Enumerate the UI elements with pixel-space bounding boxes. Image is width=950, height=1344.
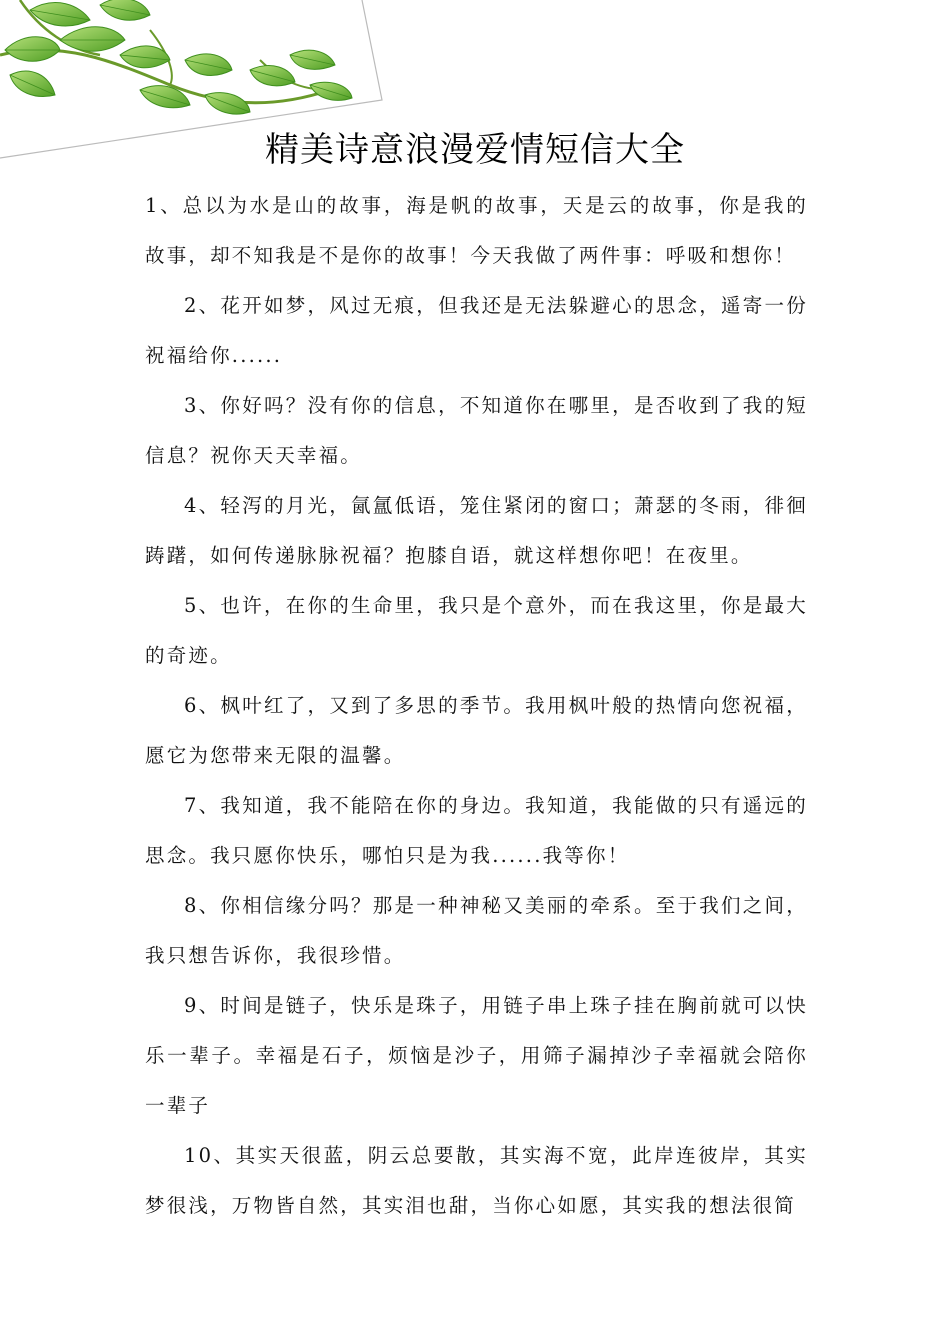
paragraph-2: 2、花开如梦，风过无痕，但我还是无法躲避心的思念，遥寄一份祝福给你...... xyxy=(145,294,808,367)
paragraph-4: 4、轻泻的月光，氤氲低语，笼住紧闭的窗口；萧瑟的冬雨，徘徊踌躇，如何传递脉脉祝福？抱膝自语，就这样想你吧！在夜里。 xyxy=(145,494,808,567)
paragraph-10: 10、其实天很蓝，阴云总要散，其实海不宽，此岸连彼岸，其实梦很浅，万物皆自然，其实泪也甜，当你心如愿，其实我的想法很简 xyxy=(145,1144,808,1217)
paragraph-5: 5、也许，在你的生命里，我只是个意外，而在我这里，你是最大的奇迹。 xyxy=(145,594,808,667)
document-body xyxy=(145,181,808,1231)
paragraph-9: 9、时间是链子，快乐是珠子，用链子串上珠子挂在胸前就可以快乐一辈子。幸福是石子，烦恼是沙子，用筛子漏掉沙子幸福就会陪你一辈子 xyxy=(145,994,808,1117)
paragraph-6: 6、枫叶红了，又到了多思的季节。我用枫叶般的热情向您祝福，愿它为您带来无限的温馨。 xyxy=(145,694,808,767)
page-title: 精美诗意浪漫爱情短信大全 xyxy=(265,130,685,170)
paragraph-7: 7、我知道，我不能陪在你的身边。我知道，我能做的只有遥远的思念。我只愿你快乐，哪怕只是为我......我等你！ xyxy=(145,794,808,867)
paragraph-1: 1、总以为水是山的故事，海是帆的故事，天是云的故事，你是我的故事，却不知我是不是你的故事！今天我做了两件事：呼吸和想你！ xyxy=(145,194,808,267)
paragraph-8: 8、你相信缘分吗？那是一种神秘又美丽的牵系。至于我们之间，我只想告诉你，我很珍惜。 xyxy=(145,894,808,967)
paragraph-3: 3、你好吗？没有你的信息，不知道你在哪里，是否收到了我的短信息？祝你天天幸福。 xyxy=(145,394,808,467)
